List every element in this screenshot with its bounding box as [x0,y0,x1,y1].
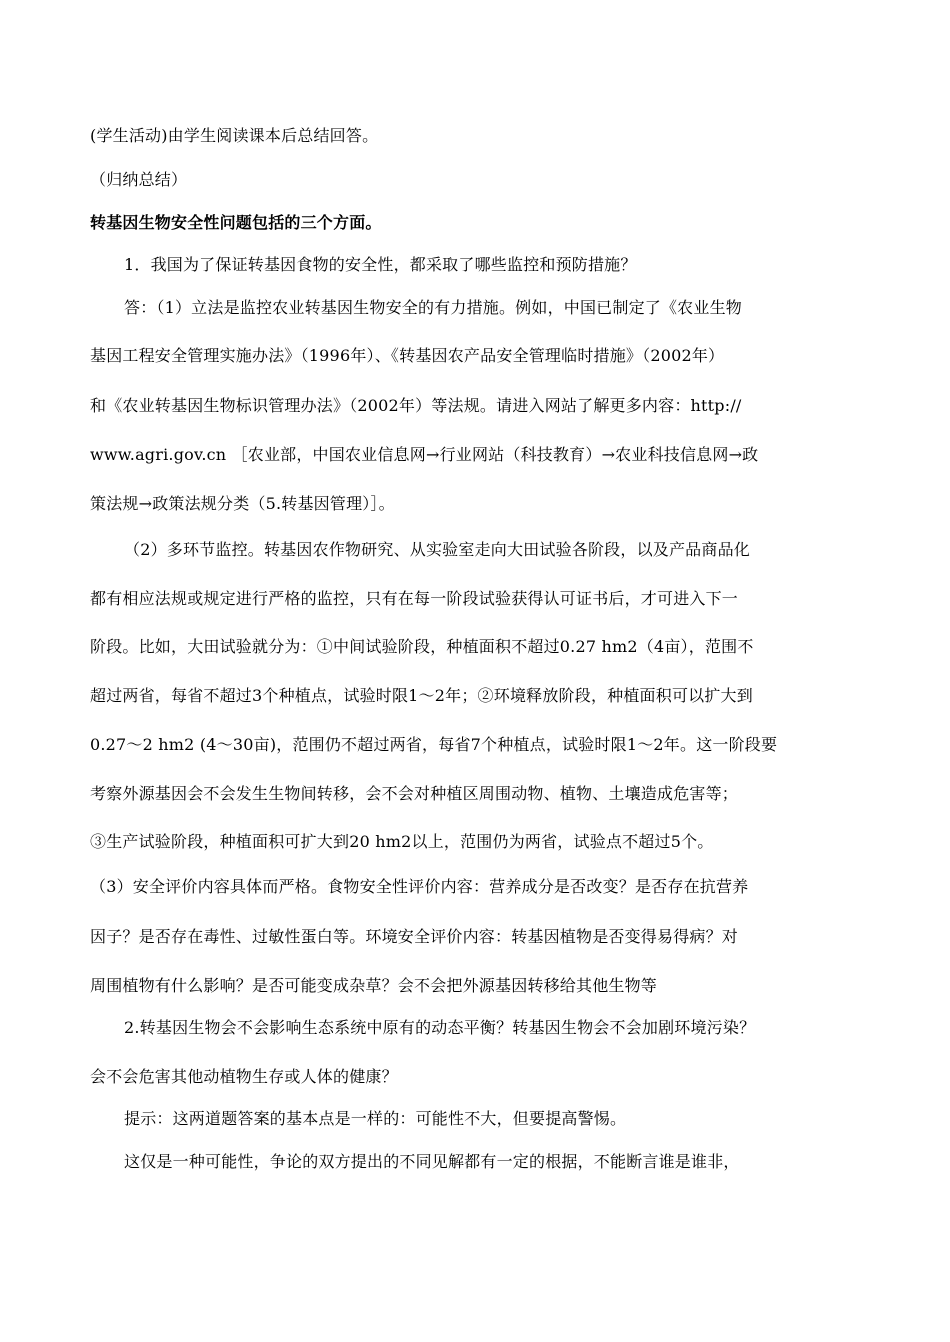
paragraph-line: 考察外源基因会不会发生生物间转移，会不会对种植区周围动物、植物、土壤造成危害等； [90,784,739,803]
question-2-continued: 会不会危害其他动植物生存或人体的健康？ [90,1067,398,1086]
paragraph-line: 周围植物有什么影响？是否可能变成杂草？会不会把外源基因转移给其他生物等 [90,976,658,995]
paragraph-line-with-link: www.agri.gov.cn ［农业部，中国农业信息网→行业网站（科技教育）→农业科技信息网→政 [90,445,759,464]
paragraph-line: 因子？是否存在毒性、过敏性蛋白等。环境安全评价内容：转基因植物是否变得易得病？对 [90,927,739,946]
summary-heading: （归纳总结） [90,170,188,189]
paragraph-line: 都有相应法规或规定进行严格的监控，只有在每一阶段试验获得认可证书后，才可进入下一 [90,589,739,608]
hint-line: 提示：这两道题答案的基本点是一样的：可能性不大，但要提高警惕。 [124,1109,627,1128]
monitoring-paragraph-start: （2）多环节监控。转基因农作物研究、从实验室走向大田试验各阶段，以及产品商品化 [124,540,750,559]
question-1: 1．我国为了保证转基因食物的安全性，都采取了哪些监控和预防措施？ [124,255,637,274]
answer-line: 答：（1）立法是监控农业转基因生物安全的有力措施。例如，中国已制定了《农业生物 [124,298,742,317]
paragraph-line: 和《农业转基因生物标识管理办法》（2002年）等法规。请进入网站了解更多内容：http:// [90,396,742,415]
evaluation-paragraph-start: （3）安全评价内容具体而严格。食物安全性评价内容：营养成分是否改变？是否存在抗营养 [90,877,749,896]
paragraph-line: 阶段。比如，大田试验就分为：①中间试验阶段，种植面积不超过0.27 hm2（4亩），范围不 [90,637,754,656]
paragraph-line: 基因工程安全管理实施办法》（1996年）、《转基因农产品安全管理临时措施》（2002年） [90,346,725,365]
paragraph-line: 超过两省，每省不超过3个种植点，试验时限1～2年；②环境释放阶段，种植面积可以扩大到 [90,686,753,705]
paragraph-line: 策法规→政策法规分类（5.转基因管理）］。 [90,494,395,513]
student-activity-line: (学生活动)由学生阅读课本后总结回答。 [90,126,379,145]
paragraph-line: ③生产试验阶段，种植面积可扩大到20 hm2以上，范围仍为两省，试验点不超过5个。 [90,832,714,851]
paragraph-line: 这仅是一种可能性，争论的双方提出的不同见解都有一定的根据，不能断言谁是谁非， [124,1152,740,1171]
question-2: 2.转基因生物会不会影响生态系统中原有的动态平衡？转基因生物会不会加剧环境污染？ [124,1018,756,1037]
section-title: 转基因生物安全性问题包括的三个方面。 [90,213,382,232]
paragraph-line: 0.27～2 hm2 (4～30亩)，范围仍不超过两省，每省7个种植点，试验时限1～2年。这一阶段要 [90,735,778,754]
